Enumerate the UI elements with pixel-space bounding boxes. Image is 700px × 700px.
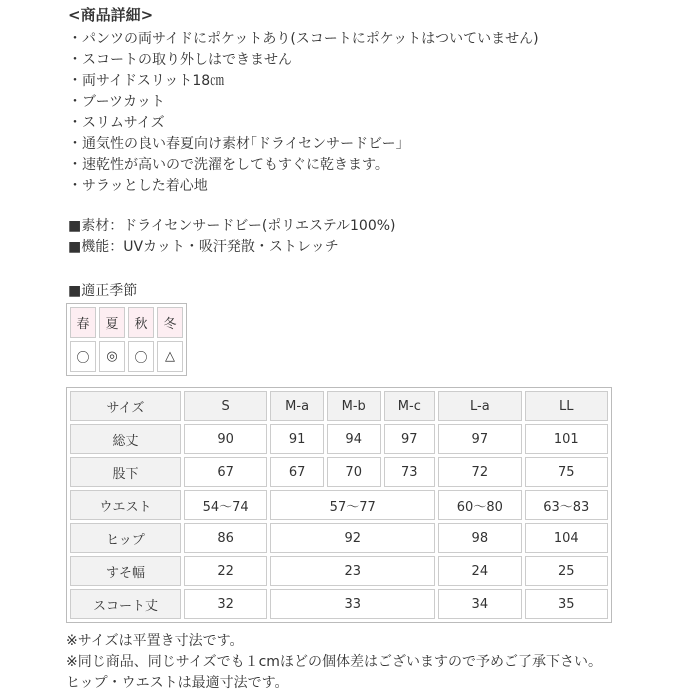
feature-item: ・通気性の良い春夏向け素材｢ドライセンサードビー｣ (68, 136, 403, 152)
table-row (70, 457, 608, 487)
function-spec: ■機能：UVカット・吸汗発散・ストレッチ (68, 239, 339, 255)
table-cell: 90 (184, 424, 267, 454)
size-header-cell: L-a (438, 391, 521, 421)
table-cell: 92 (270, 523, 435, 553)
table-cell: 97 (384, 424, 436, 454)
feature-item: ・スコートの取り外しはできません (68, 52, 292, 68)
season-mark-winter: △ (157, 341, 183, 372)
table-cell: 94 (327, 424, 381, 454)
table-cell: 91 (270, 424, 324, 454)
size-header-cell: LL (525, 391, 608, 421)
feature-item: ・ブーツカット (68, 94, 165, 110)
table-cell: 75 (525, 457, 608, 487)
season-table (66, 303, 187, 376)
table-cell: 33 (270, 589, 435, 619)
feature-item: ・両サイドスリット18㎝ (68, 73, 225, 89)
table-cell: 104 (525, 523, 608, 553)
table-cell: 57〜77 (270, 490, 435, 520)
table-cell: 101 (525, 424, 608, 454)
table-row (70, 490, 608, 520)
season-mark-spring: 〇 (70, 341, 96, 372)
table-cell: 63〜83 (525, 490, 608, 520)
table-cell: 32 (184, 589, 267, 619)
row-label: ウエスト (70, 490, 181, 520)
table-cell: 54〜74 (184, 490, 267, 520)
table-cell: 70 (327, 457, 381, 487)
table-row (70, 589, 608, 619)
table-cell: 72 (438, 457, 521, 487)
size-table (66, 387, 612, 623)
table-cell: 67 (184, 457, 267, 487)
feature-item: ・サラッとした着心地 (68, 178, 208, 194)
season-label: ■適正季節 (68, 283, 138, 299)
table-cell: 60〜80 (438, 490, 521, 520)
table-cell: 98 (438, 523, 521, 553)
table-cell: 22 (184, 556, 267, 586)
season-header-winter: 冬 (157, 307, 183, 338)
feature-list (68, 29, 539, 197)
size-header-cell: M-b (327, 391, 381, 421)
notes (66, 631, 602, 694)
table-cell: 73 (384, 457, 436, 487)
season-mark-autumn: 〇 (128, 341, 154, 372)
feature-item: ・スリムサイズ (68, 115, 165, 131)
table-cell: 34 (438, 589, 521, 619)
row-label: 総丈 (70, 424, 181, 454)
table-cell: 67 (270, 457, 324, 487)
row-label: スコート丈 (70, 589, 181, 619)
row-label: 股下 (70, 457, 181, 487)
table-cell: 35 (525, 589, 608, 619)
season-header-autumn: 秋 (128, 307, 154, 338)
season-header-summer: 夏 (99, 307, 125, 338)
row-label: ヒップ (70, 523, 181, 553)
size-header-cell: S (184, 391, 267, 421)
season-header-spring: 春 (70, 307, 96, 338)
table-cell: 24 (438, 556, 521, 586)
feature-item: ・速乾性が高いので洗濯をしてもすぐに乾きます。 (68, 157, 389, 173)
row-label: すそ幅 (70, 556, 181, 586)
table-cell: 25 (525, 556, 608, 586)
note-line: ヒップ・ウエストは最適寸法です。 (66, 675, 289, 691)
table-cell: 86 (184, 523, 267, 553)
feature-item: ・パンツの両サイドにポケットあり(スコートにポケットはついていません) (68, 31, 539, 47)
table-row (70, 424, 608, 454)
size-header-cell: M-a (270, 391, 324, 421)
table-row (70, 556, 608, 586)
section-title: <商品詳細> (68, 6, 154, 24)
size-header-cell: M-c (384, 391, 436, 421)
season-mark-summer: ◎ (99, 341, 125, 372)
note-line: ※サイズは平置き寸法です。 (66, 633, 244, 649)
table-row (70, 523, 608, 553)
size-header-row (70, 391, 608, 421)
material-spec: ■素材：ドライセンサードビー(ポリエステル100%) (68, 218, 396, 234)
size-header-cell: サイズ (70, 391, 181, 421)
table-cell: 97 (438, 424, 521, 454)
note-line: ※同じ商品、同じサイズでも１cmほどの個体差はございますので予めご了承下さい。 (66, 654, 602, 670)
table-cell: 23 (270, 556, 435, 586)
